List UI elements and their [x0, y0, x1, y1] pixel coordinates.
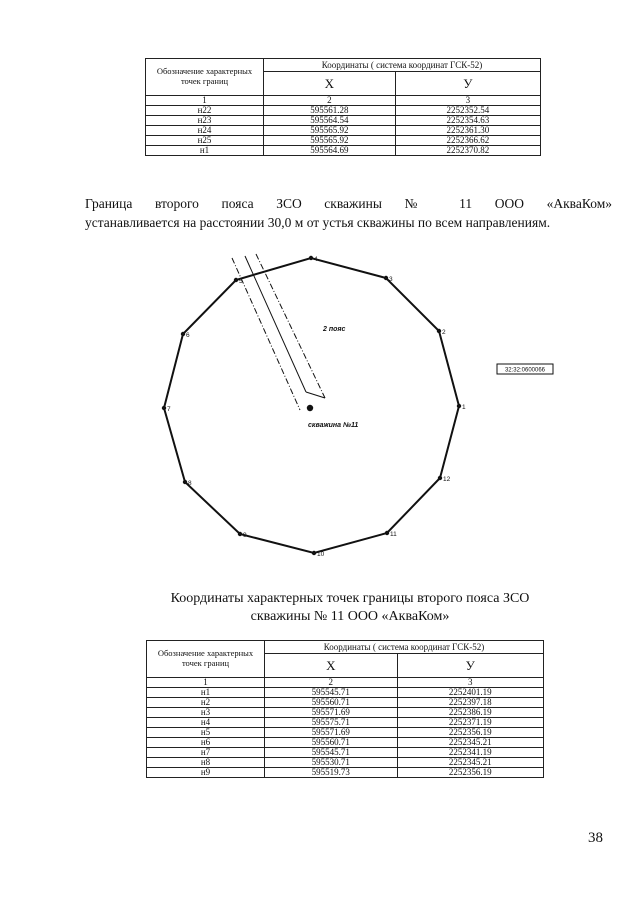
point-label: 2 — [442, 329, 446, 336]
point-x: 595564.54 — [264, 116, 396, 126]
point-x: 595560.71 — [265, 698, 398, 708]
point-x: 595564.69 — [264, 146, 396, 156]
point-y: 2252401.19 — [397, 688, 543, 698]
point-label: 6 — [186, 332, 190, 339]
boundary-point — [309, 256, 313, 260]
point-y: 2252356.19 — [397, 768, 543, 778]
column-number: 1 — [146, 96, 264, 106]
table-row — [147, 768, 544, 778]
point-x: 595571.69 — [265, 728, 398, 738]
point-name: н4 — [147, 718, 265, 728]
boundary-point — [437, 329, 441, 333]
point-y: 2252352.54 — [395, 106, 540, 116]
boundary-point — [181, 332, 185, 336]
point-name: н5 — [147, 728, 265, 738]
corridor-line — [245, 256, 306, 392]
table-row — [147, 748, 544, 758]
table-row — [147, 688, 544, 698]
point-x: 595530.71 — [265, 758, 398, 768]
point-label: 8 — [188, 480, 192, 487]
point-y: 2252366.62 — [395, 136, 540, 146]
corridor-line — [306, 392, 325, 398]
table-heading — [120, 590, 580, 626]
point-name: н1 — [146, 146, 264, 156]
point-label: 3 — [389, 276, 393, 283]
header-y: У — [395, 72, 540, 96]
point-name: н2 — [147, 698, 265, 708]
header-point-name: Обозначение характерных точек границ — [146, 59, 264, 96]
header-coordinates: Координаты ( система координат ГСК-52) — [264, 59, 541, 72]
column-number: 3 — [395, 96, 540, 106]
point-name: н25 — [146, 136, 264, 146]
point-x: 595545.71 — [265, 688, 398, 698]
column-number: 1 — [147, 678, 265, 688]
boundary-point — [162, 406, 166, 410]
corridor-line — [256, 254, 325, 398]
point-name: н9 — [147, 768, 265, 778]
header-y: У — [397, 654, 543, 678]
point-name: н7 — [147, 748, 265, 758]
point-y: 2252361.30 — [395, 126, 540, 136]
column-number: 3 — [397, 678, 543, 688]
point-name: н1 — [147, 688, 265, 698]
column-number: 2 — [265, 678, 398, 688]
point-name: н23 — [146, 116, 264, 126]
point-x: 595519.73 — [265, 768, 398, 778]
point-x: 595565.92 — [264, 126, 396, 136]
cadastral-number: 32:32:0600066 — [504, 367, 546, 374]
table-row — [147, 708, 544, 718]
boundary-point — [183, 480, 187, 484]
heading-line-1: Координаты характерных точек границы второго пояса ЗСО — [170, 591, 530, 606]
header-point-name: Обозначение характерных точек границ — [147, 641, 265, 678]
table-row — [147, 728, 544, 738]
point-y: 2252371.19 — [397, 718, 543, 728]
table-row — [147, 698, 544, 708]
header-x: X — [264, 72, 396, 96]
point-y: 2252397.18 — [397, 698, 543, 708]
header-coordinates: Координаты ( система координат ГСК-52) — [265, 641, 544, 654]
point-name: н3 — [147, 708, 265, 718]
boundary-point — [234, 278, 238, 282]
well-marker — [307, 405, 313, 411]
point-x: 595561.28 — [264, 106, 396, 116]
table-row — [147, 738, 544, 748]
coordinates-table-second-zone — [146, 640, 544, 778]
point-y: 2252354.63 — [395, 116, 540, 126]
heading-line-2: скважины № 11 ООО «АкваКом» — [250, 609, 450, 624]
point-label: 10 — [317, 551, 325, 558]
table-row — [147, 718, 544, 728]
point-label: 11 — [390, 531, 397, 538]
point-y: 2252356.19 — [397, 728, 543, 738]
paragraph-line-1: Граница второго пояса ЗСО скважины № 11 ООО «АкваКом» — [85, 196, 612, 211]
well-label: скважина №11 — [308, 422, 359, 429]
point-name: н22 — [146, 106, 264, 116]
point-y: 2252341.19 — [397, 748, 543, 758]
point-y: 2252386.19 — [397, 708, 543, 718]
point-y: 2252370.82 — [395, 146, 540, 156]
point-label: 4 — [314, 256, 318, 263]
point-x: 595575.71 — [265, 718, 398, 728]
point-label: 1 — [462, 404, 466, 411]
boundary-point — [457, 404, 461, 408]
zone-label: 2 пояс — [323, 326, 346, 333]
point-label: 12 — [443, 476, 451, 483]
page-number: 38 — [588, 830, 603, 846]
boundary-point — [312, 551, 316, 555]
point-label: 7 — [167, 406, 171, 413]
point-name: н8 — [147, 758, 265, 768]
point-name: н6 — [147, 738, 265, 748]
boundary-point — [384, 276, 388, 280]
point-name: н24 — [146, 126, 264, 136]
point-x: 595560.71 — [265, 738, 398, 748]
point-x: 595545.71 — [265, 748, 398, 758]
paragraph-line-2: устанавливается на расстоянии 30,0 м от устья скважины по всем направлениям. — [85, 215, 551, 230]
point-label: 9 — [243, 532, 247, 539]
column-number: 2 — [264, 96, 396, 106]
point-label: 5 — [239, 278, 243, 285]
boundary-point — [385, 531, 389, 535]
table-row — [147, 758, 544, 768]
point-y: 2252345.21 — [397, 738, 543, 748]
header-x: X — [265, 654, 398, 678]
point-x: 595571.69 — [265, 708, 398, 718]
boundary-point — [438, 476, 442, 480]
boundary-point — [238, 532, 242, 536]
point-y: 2252345.21 — [397, 758, 543, 768]
point-x: 595565.92 — [264, 136, 396, 146]
